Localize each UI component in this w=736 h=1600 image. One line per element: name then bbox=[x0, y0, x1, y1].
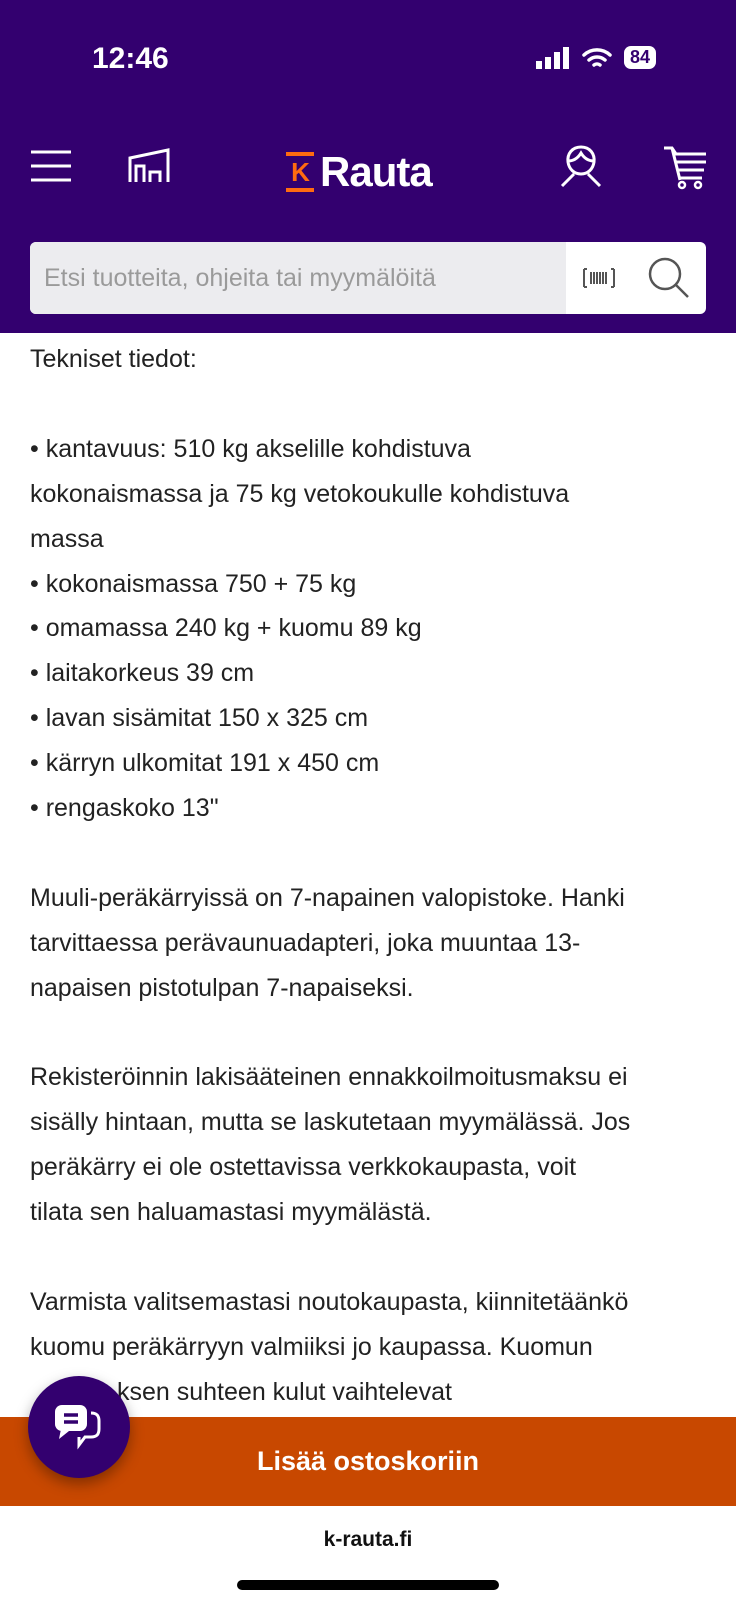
description-line: kokonaismassa ja 75 kg vetokoukulle kohdistuva bbox=[30, 479, 570, 508]
battery-icon: 84 bbox=[624, 46, 656, 69]
search-bar bbox=[30, 242, 706, 314]
description-line bbox=[30, 831, 720, 876]
chat-icon bbox=[53, 1403, 105, 1451]
description-line: • rengaskoko 13" bbox=[30, 794, 219, 823]
add-to-cart-button[interactable]: Lisää ostoskoriin bbox=[0, 1417, 736, 1506]
logo-text: Rauta bbox=[320, 148, 432, 195]
status-time: 12:46 bbox=[92, 42, 169, 75]
barcode-icon[interactable] bbox=[582, 268, 616, 288]
description-line: • kantavuus: 510 kg akselille kohdistuva bbox=[30, 434, 471, 463]
description-line: napaisen pistotulpan 7-napaiseksi. bbox=[30, 973, 414, 1002]
description-line: • laitakorkeus 39 cm bbox=[30, 659, 255, 688]
description-line: massa bbox=[30, 524, 104, 553]
account-icon[interactable] bbox=[558, 144, 604, 188]
store-icon[interactable] bbox=[128, 148, 170, 184]
description-line: ksen suhteen kulut vaihtelevat bbox=[117, 1377, 452, 1406]
cart-icon[interactable] bbox=[662, 144, 708, 190]
signal-icon bbox=[536, 47, 570, 69]
menu-icon[interactable] bbox=[31, 150, 71, 182]
wifi-icon bbox=[582, 47, 612, 69]
description-line: kuomu peräkärryyn valmiiksi jo kaupassa. Kuomun bbox=[30, 1332, 593, 1361]
description-line: peräkärry ei ole ostettavissa verkkokaupasta, voit bbox=[30, 1153, 577, 1182]
description-line bbox=[30, 382, 720, 427]
k-rauta-logo[interactable] bbox=[286, 148, 432, 196]
search-icon[interactable] bbox=[647, 256, 691, 300]
description-line: Tekniset tiedot: bbox=[30, 345, 197, 373]
description-line bbox=[30, 1011, 720, 1056]
description-line: tilata sen haluamastasi myymälästä. bbox=[30, 1198, 432, 1227]
description-line: • kokonaismassa 750 + 75 kg bbox=[30, 569, 357, 598]
description-line: Varmista valitsemastasi noutokaupasta, kiinnitetäänkö bbox=[30, 1287, 629, 1316]
browser-footer bbox=[0, 1506, 736, 1600]
description-line: • kärryn ulkomitat 191 x 450 cm bbox=[30, 749, 380, 778]
description-line: • lavan sisämitat 150 x 325 cm bbox=[30, 704, 369, 733]
status-icons bbox=[536, 46, 656, 69]
logo-k: K bbox=[286, 152, 314, 192]
description-line: • omamassa 240 kg + kuomu 89 kg bbox=[30, 614, 422, 643]
search-input[interactable] bbox=[30, 242, 566, 314]
header bbox=[0, 0, 736, 333]
description-line: sisälly hintaan, mutta se laskutetaan myymälässä. Jos bbox=[30, 1108, 631, 1137]
browser-url[interactable]: k-rauta.fi bbox=[323, 1528, 413, 1551]
home-indicator bbox=[237, 1580, 499, 1590]
description-line: Rekisteröinnin lakisääteinen ennakkoilmoitusmaksu ei bbox=[30, 1063, 628, 1092]
chat-button[interactable] bbox=[28, 1376, 130, 1478]
description-line: tarvittaessa perävaunuadapteri, joka muuntaa 13- bbox=[30, 928, 581, 957]
description-line bbox=[30, 1235, 720, 1280]
product-description bbox=[30, 337, 720, 1415]
description-line: Muuli-peräkärryissä on 7-napainen valopistoke. Hanki bbox=[30, 883, 625, 912]
